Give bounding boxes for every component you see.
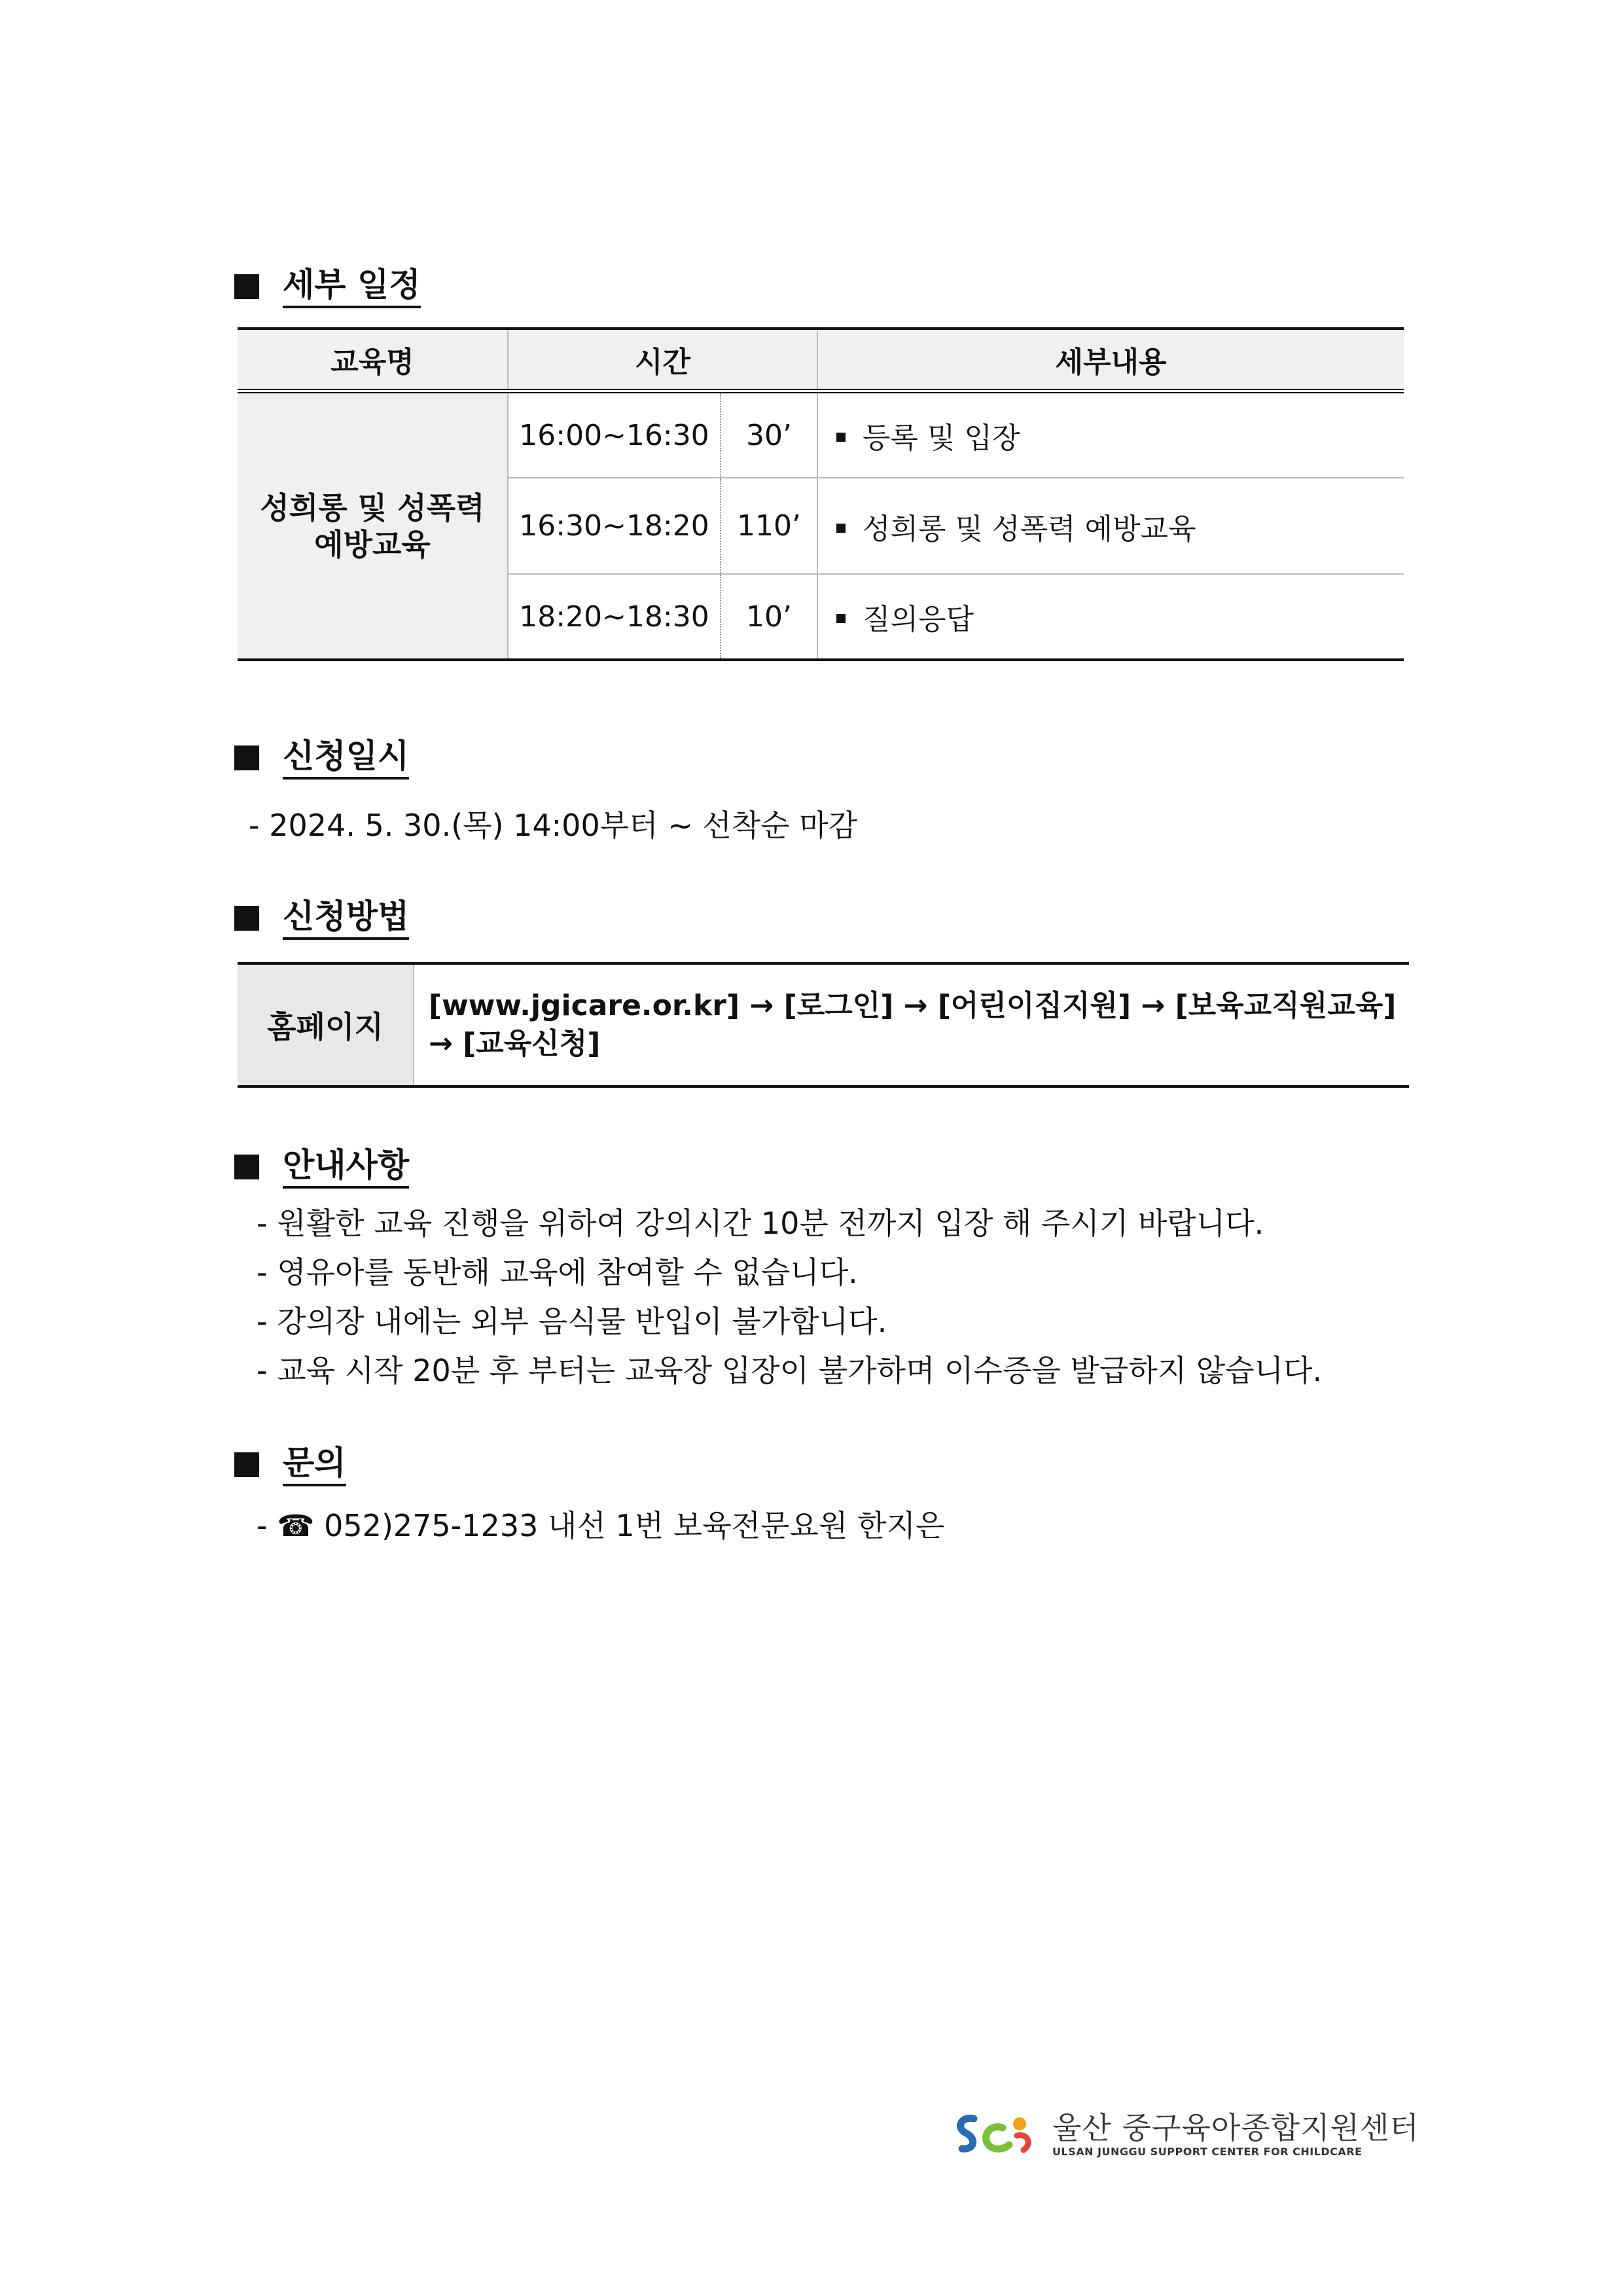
- square-bullet-icon: [836, 433, 846, 442]
- center-logo-text: [1052, 2110, 1419, 2158]
- list-item: - 영유아를 동반해 교육에 참여할 수 없습니다.: [257, 1255, 858, 1290]
- header-detail: 세부내용: [817, 329, 1404, 391]
- schedule-heading: [234, 265, 421, 308]
- black-square-icon: [234, 274, 259, 299]
- duration-cell: 110’: [721, 478, 817, 574]
- list-item: - 원활한 교육 진행을 위하여 강의시간 10분 전까지 입장 해 주시기 바랍니다.: [257, 1206, 1264, 1241]
- apply-date-text: - 2024. 5. 30.(목) 14:00부터 ~ 선착순 마감: [249, 808, 858, 843]
- detail-cell: [817, 478, 1404, 574]
- list-item: - 강의장 내에는 외부 음식물 반입이 불가합니다.: [257, 1304, 887, 1339]
- black-square-icon: [234, 1155, 259, 1179]
- header-time: 시간: [508, 329, 817, 391]
- header-education-name: 교육명: [238, 329, 508, 391]
- apply-date-heading-title: 신청일시: [283, 736, 409, 780]
- time-cell: 16:30~18:20: [508, 478, 721, 574]
- homepage-label: 홈페이지: [238, 963, 414, 1086]
- contact-text: - ☎ 052)275-1233 내선 1번 보육전문요원 한지은: [257, 1508, 945, 1543]
- black-square-icon: [234, 906, 259, 931]
- time-cell: 16:00~16:30: [508, 391, 721, 478]
- apply-method-heading: [234, 897, 409, 940]
- detail-cell: [817, 391, 1404, 478]
- black-square-icon: [234, 745, 259, 770]
- table-row: [238, 391, 1404, 478]
- schedule-heading-title: 세부 일정: [283, 265, 421, 308]
- center-logo-mark-icon: [949, 2104, 1041, 2163]
- duration-cell: 10’: [721, 574, 817, 660]
- time-cell: 18:20~18:30: [508, 574, 721, 660]
- schedule-header-row: [238, 329, 1404, 391]
- education-name-cell: [238, 391, 508, 660]
- apply-method-steps: [414, 963, 1409, 1086]
- square-bullet-icon: [836, 524, 846, 533]
- apply-method-table: [238, 962, 1409, 1088]
- contact-heading-title: 문의: [283, 1443, 346, 1486]
- education-name-line2: 예방교육: [314, 526, 431, 562]
- detail-text: 등록 및 입장: [863, 422, 1020, 455]
- notice-heading-title: 안내사항: [283, 1145, 409, 1189]
- duration-cell: 30’: [721, 391, 817, 478]
- center-name-korean: 울산 중구육아종합지원센터: [1052, 2109, 1419, 2145]
- center-name-english: ULSAN JUNGGU SUPPORT CENTER FOR CHILDCARE: [1052, 2145, 1363, 2158]
- contact-heading: [234, 1443, 346, 1486]
- detail-text: 성희롱 및 성폭력 예방교육: [863, 512, 1196, 546]
- notice-list: [257, 1199, 1322, 1395]
- detail-cell: [817, 574, 1404, 660]
- education-name-line1: 성희롱 및 성폭력: [260, 490, 485, 526]
- apply-method-line1: [www.jgicare.or.kr] → [로그인] → [어린이집지원] → [보육교직원교육]: [429, 989, 1397, 1022]
- apply-date-heading: [234, 736, 409, 780]
- notice-heading: [234, 1145, 409, 1189]
- apply-method-heading-title: 신청방법: [283, 897, 409, 940]
- black-square-icon: [234, 1452, 259, 1477]
- square-bullet-icon: [836, 614, 846, 623]
- detail-text: 질의응답: [863, 603, 974, 636]
- schedule-table: [238, 327, 1404, 661]
- list-item: - 교육 시작 20분 후 부터는 교육장 입장이 불가하며 이수증을 발급하지 않습니다.: [257, 1353, 1323, 1388]
- apply-method-row: [238, 963, 1409, 1086]
- center-logo: [949, 2104, 1419, 2163]
- apply-method-line2: → [교육신청]: [429, 1027, 601, 1060]
